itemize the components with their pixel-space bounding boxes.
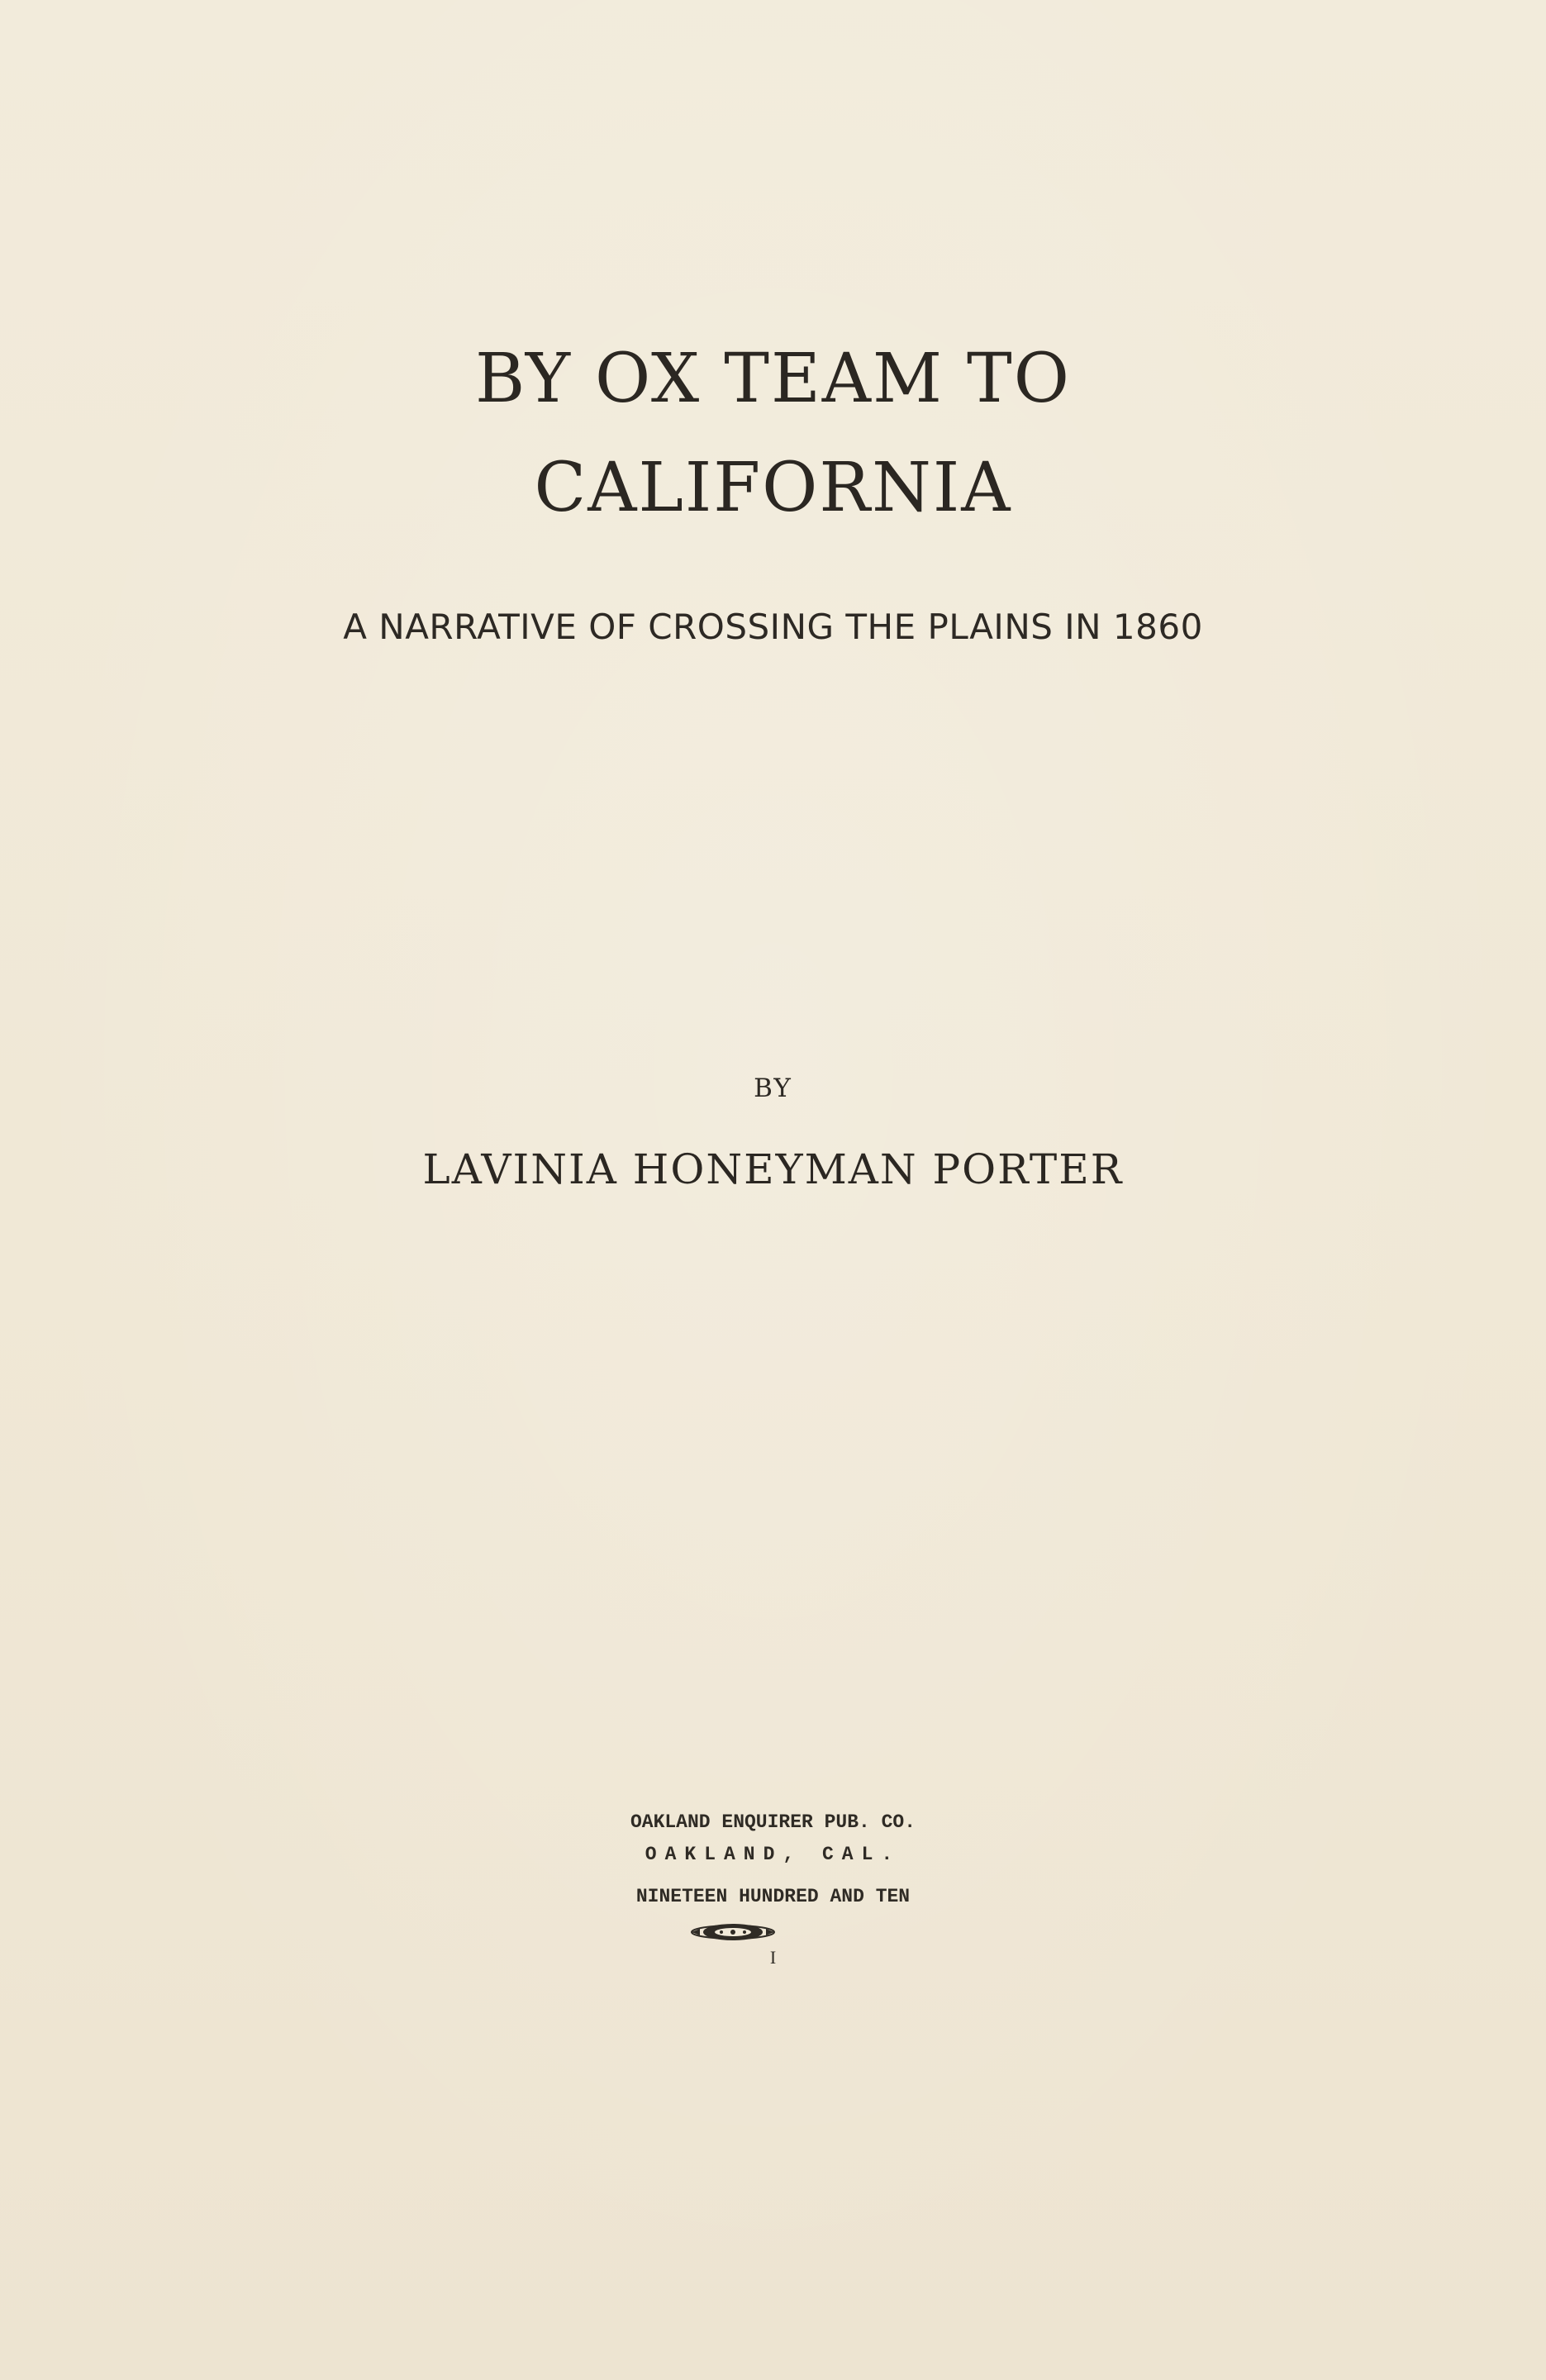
publication-year: NINETEEN HUNDRED AND TEN — [635, 1886, 911, 1907]
book-subtitle: A NARRATIVE OF CROSSING THE PLAINS IN 1860 — [343, 607, 1203, 647]
printers-ornament-icon — [690, 1921, 776, 1944]
by-line: BY — [754, 1073, 792, 1103]
book-title-line-2: CALIFORNIA — [534, 449, 1012, 527]
book-title-line-1: BY OX TEAM TO — [475, 340, 1071, 418]
author-name: LAVINIA HONEYMAN PORTER — [422, 1145, 1124, 1193]
page-folio: I — [769, 1947, 777, 1968]
publication-place: OAKLAND, CAL. — [645, 1844, 901, 1865]
publisher-name: OAKLAND ENQUIRER PUB. CO. — [630, 1811, 916, 1833]
